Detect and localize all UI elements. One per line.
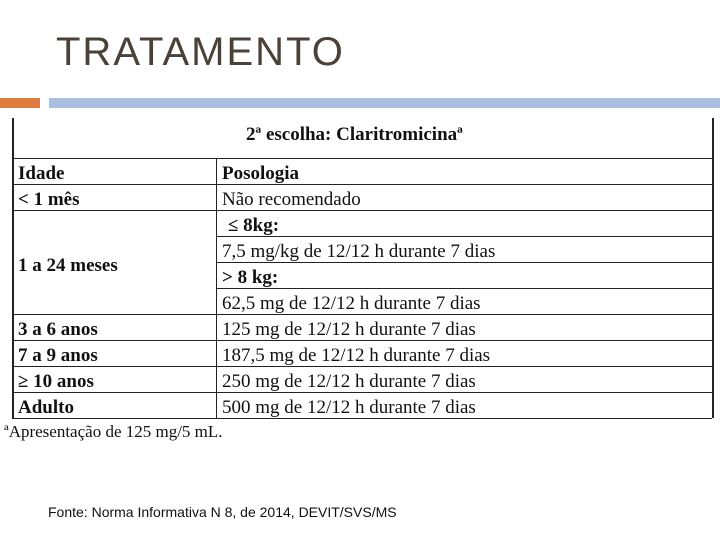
table-rule (216, 262, 712, 263)
title-accent-bar-orange (0, 98, 40, 108)
row-age: Adulto (18, 397, 74, 418)
table-rule (12, 366, 712, 367)
table-rule (12, 158, 712, 159)
row-dosage-line: ≤ 8kg: (228, 215, 280, 236)
row-dosage-line: > 8 kg: (222, 267, 279, 288)
row-age: < 1 mês (18, 189, 80, 210)
row-dosage: 125 mg de 12/12 h durante 7 dias (222, 319, 476, 340)
table-rule (216, 236, 712, 237)
slide-title: TRATAMENTO (56, 30, 345, 74)
row-dosage: 500 mg de 12/12 h durante 7 dias (222, 397, 476, 418)
table-rule (216, 288, 712, 289)
row-dosage: Não recomendado (222, 189, 361, 210)
table-footnote: ªApresentação de 125 mg/5 mL. (4, 422, 223, 441)
header-age: Idade (18, 163, 65, 184)
header-dosage: Posologia (222, 163, 300, 184)
row-dosage: 250 mg de 12/12 h durante 7 dias (222, 371, 476, 392)
table-border-left (12, 118, 14, 418)
row-dosage-line: 7,5 mg/kg de 12/12 h durante 7 dias (222, 241, 496, 262)
source-citation: Fonte: Norma Informativa N 8, de 2014, DEVIT/SVS/MS (48, 504, 397, 520)
row-dosage: 187,5 mg de 12/12 h durante 7 dias (222, 345, 491, 366)
table-rule (12, 210, 712, 211)
table-rule (12, 184, 712, 185)
table-title: 2ª escolha: Claritromicinaª (246, 124, 463, 145)
row-age: 3 a 6 anos (18, 319, 98, 340)
table-rule (12, 392, 712, 393)
title-accent-bar-blue (49, 98, 720, 108)
table-rule (12, 340, 712, 341)
column-divider (216, 158, 217, 418)
table-rule (12, 418, 712, 419)
row-age: ≥ 10 anos (18, 371, 94, 392)
table-rule (12, 314, 712, 315)
row-age: 7 a 9 anos (18, 345, 98, 366)
dosage-table-image (0, 112, 720, 452)
table-border-right (712, 118, 714, 418)
row-age: 1 a 24 meses (18, 255, 118, 276)
row-dosage-line: 62,5 mg de 12/12 h durante 7 dias (222, 293, 481, 314)
